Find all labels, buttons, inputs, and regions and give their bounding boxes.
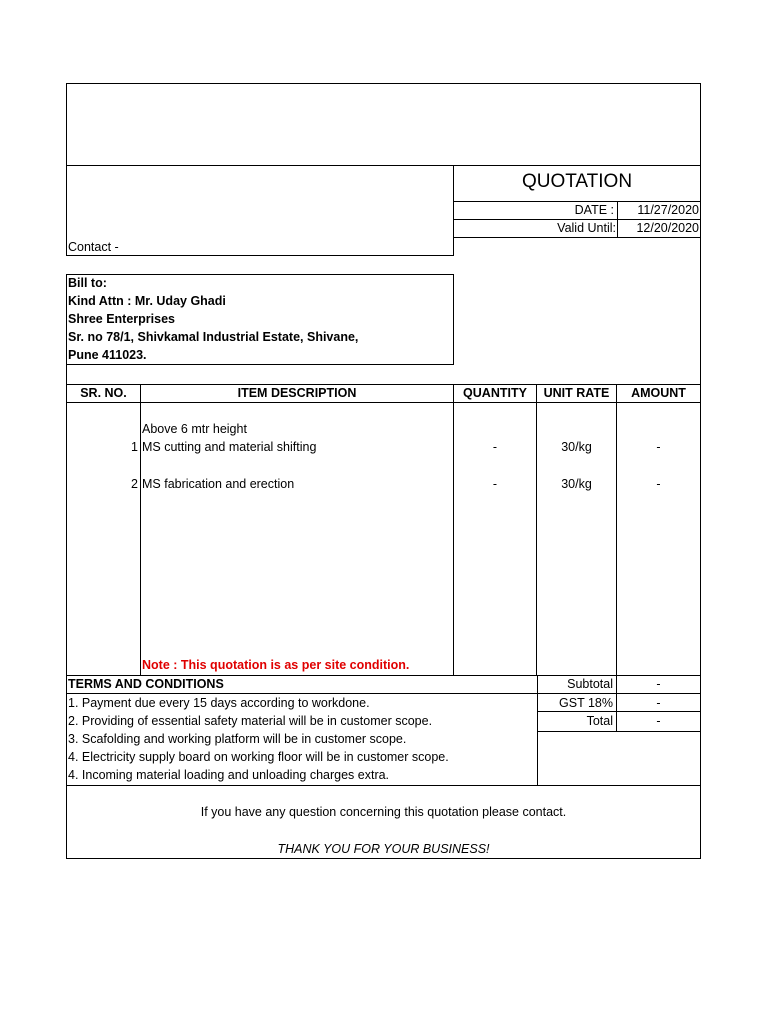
terms-heading: TERMS AND CONDITIONS <box>68 677 224 691</box>
gst-label: GST 18% <box>559 696 613 710</box>
quotation-title: QUOTATION <box>521 171 633 192</box>
date-label: DATE : <box>574 203 614 217</box>
company-box <box>66 165 454 256</box>
subtotal-value: - <box>656 677 661 691</box>
row-1-amount: - <box>656 440 661 454</box>
row-2-quantity: - <box>492 477 498 491</box>
header-item-description: ITEM DESCRIPTION <box>237 386 357 400</box>
row-2-amount: - <box>656 477 661 491</box>
term-item-5: 4. Incoming material loading and unloading charges extra. <box>68 768 390 782</box>
bill-to-attn: Kind Attn : Mr. Uday Ghadi <box>68 294 226 308</box>
row-1-unit-rate: 30/kg <box>561 440 592 454</box>
total-value: - <box>656 714 661 728</box>
header-amount: AMOUNT <box>631 386 686 400</box>
term-item-2: 2. Providing of essential safety material will be in customer scope. <box>68 714 433 728</box>
gst-value: - <box>656 696 661 710</box>
row-2-unit-rate: 30/kg <box>561 477 592 491</box>
row-1-quantity: - <box>492 440 498 454</box>
bill-to-address-2: Pune 411023. <box>68 348 147 362</box>
subtotal-label: Subtotal <box>567 677 613 691</box>
row-1-sr: 1 <box>131 440 138 454</box>
term-item-1: 1. Payment due every 15 days according to workdone. <box>68 696 370 710</box>
footer-thanks: THANK YOU FOR YOUR BUSINESS! <box>277 842 490 856</box>
valid-label: Valid Until: <box>557 221 616 235</box>
bill-to-heading: Bill to: <box>68 276 107 290</box>
group-heading: Above 6 mtr height <box>142 422 247 436</box>
term-item-4: 4. Electricity supply board on working floor will be in customer scope. <box>68 750 449 764</box>
date-value: 11/27/2020 <box>637 203 699 217</box>
header-sr-no: SR. NO. <box>80 386 127 400</box>
bill-to-company: Shree Enterprises <box>68 312 175 326</box>
site-condition-note: Note : This quotation is as per site condition. <box>142 658 410 672</box>
header-quantity: QUANTITY <box>463 386 527 400</box>
footer-contact-line: If you have any question concerning this quotation please contact. <box>200 805 567 819</box>
logo-area <box>66 83 701 166</box>
contact-label: Contact - <box>68 240 119 254</box>
row-1-description: MS cutting and material shifting <box>142 440 317 454</box>
valid-value: 12/20/2020 <box>636 221 699 235</box>
total-label: Total <box>586 714 613 728</box>
header-unit-rate: UNIT RATE <box>543 386 610 400</box>
row-2-description: MS fabrication and erection <box>142 477 295 491</box>
bill-to-address-1: Sr. no 78/1, Shivkamal Industrial Estate, Shivane, <box>68 330 359 344</box>
term-item-3: 3. Scafolding and working platform will be in customer scope. <box>68 732 407 746</box>
row-2-sr: 2 <box>131 477 138 491</box>
